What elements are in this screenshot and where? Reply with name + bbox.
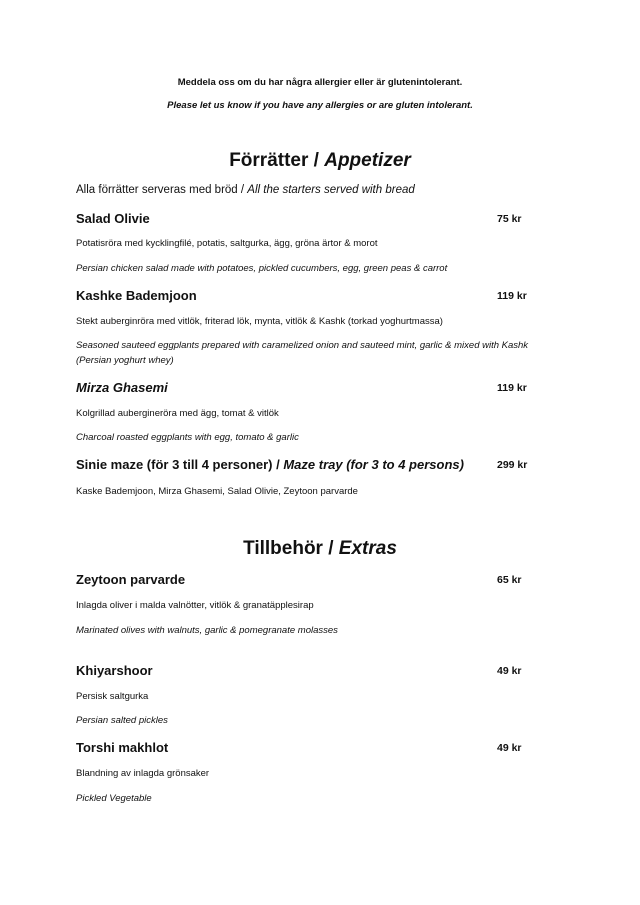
dish-name-sinie-maze-sv: Sinie maze (för 3 till 4 personer) / <box>76 457 284 472</box>
dish-desc-sv-zeytoon-parvarde: Inlagda oliver i malda valnötter, vitlök & granatäpplesirap <box>76 600 314 611</box>
appetizers-intro <box>76 184 415 196</box>
dish-desc-en-torshi-makhlot: Pickled Vegetable <box>76 793 152 804</box>
dish-name-mirza-ghasemi-text: Mirza Ghasemi <box>76 380 168 395</box>
extras-heading-en: Extras <box>338 538 397 559</box>
dish-desc-en-mirza-ghasemi: Charcoal roasted eggplants with egg, tomato & garlic <box>76 432 299 443</box>
extras-heading-sv: Tillbehör / <box>243 538 339 559</box>
dish-price-kashke-bademjoon: 119 kr <box>497 290 527 302</box>
dish-desc-en-salad-olivie: Persian chicken salad made with potatoes, pickled cucumbers, egg, green peas & carrot <box>76 263 448 274</box>
dish-desc-sv-salad-olivie: Potatisröra med kycklingfilé, potatis, saltgurka, ägg, gröna ärtor & morot <box>76 238 378 249</box>
dish-desc-sv-torshi-makhlot: Blandning av inlagda grönsaker <box>76 768 210 779</box>
dish-desc-sv-sinie-maze: Kaske Bademjoon, Mirza Ghasemi, Salad Olivie, Zeytoon parvarde <box>76 486 358 497</box>
dish-price-khiyarshoor: 49 kr <box>497 665 522 677</box>
dish-desc-en-khiyarshoor: Persian salted pickles <box>76 715 168 726</box>
allergy-notice-swedish: Meddela oss om du har några allergier eller är glutenintolerant. <box>177 77 463 88</box>
dish-name-zeytoon-parvarde: Zeytoon parvarde <box>76 572 186 587</box>
dish-price-zeytoon-parvarde: 65 kr <box>497 574 522 586</box>
dish-name-sinie-maze-en: Maze tray (for 3 to 4 persons) <box>283 457 464 472</box>
dish-name-khiyarshoor: Khiyarshoor <box>76 663 153 678</box>
dish-name-kashke-bademjoon: Kashke Bademjoon <box>76 288 197 303</box>
allergy-notice-english: Please let us know if you have any allergies or are gluten intolerant. <box>167 100 473 111</box>
appetizers-intro-en: All the starters served with bread <box>247 184 415 196</box>
appetizers-heading <box>0 150 640 172</box>
dish-desc-en-kashke-bademjoon: Seasoned sauteed eggplants prepared with caramelized onion and sauteed mint, garlic & mixed with Kashk (Persian yoghurt whey) <box>76 340 529 366</box>
dish-desc-sv-kashke-bademjoon: Stekt auberginröra med vitlök, friterad lök, mynta, vitlök & Kashk (torkad yoghurtmassa) <box>76 316 443 327</box>
dish-price-salad-olivie: 75 kr <box>497 213 522 225</box>
dish-price-torshi-makhlot: 49 kr <box>497 742 522 754</box>
dish-name-torshi-makhlot: Torshi makhlot <box>76 740 169 755</box>
dish-desc-sv-mirza-ghasemi: Kolgrillad auberginеröra med ägg, tomat & vitlök <box>76 408 279 419</box>
appetizers-intro-sv: Alla förrätter serveras med bröd / <box>76 184 248 196</box>
dish-price-sinie-maze: 299 kr <box>497 459 528 471</box>
dish-desc-sv-khiyarshoor: Persisk saltgurka <box>76 691 149 702</box>
dish-name-sinie-maze <box>76 457 464 472</box>
appetizers-heading-sv: Förrätter / <box>229 150 325 171</box>
dish-price-mirza-ghasemi: 119 kr <box>497 382 527 394</box>
appetizers-heading-en: Appetizer <box>324 150 411 171</box>
dish-name-mirza-ghasemi <box>76 380 168 395</box>
dish-desc-en-zeytoon-parvarde: Marinated olives with walnuts, garlic & pomegranate molasses <box>76 625 338 636</box>
extras-heading <box>0 538 640 560</box>
dish-name-salad-olivie: Salad Olivie <box>76 211 150 226</box>
